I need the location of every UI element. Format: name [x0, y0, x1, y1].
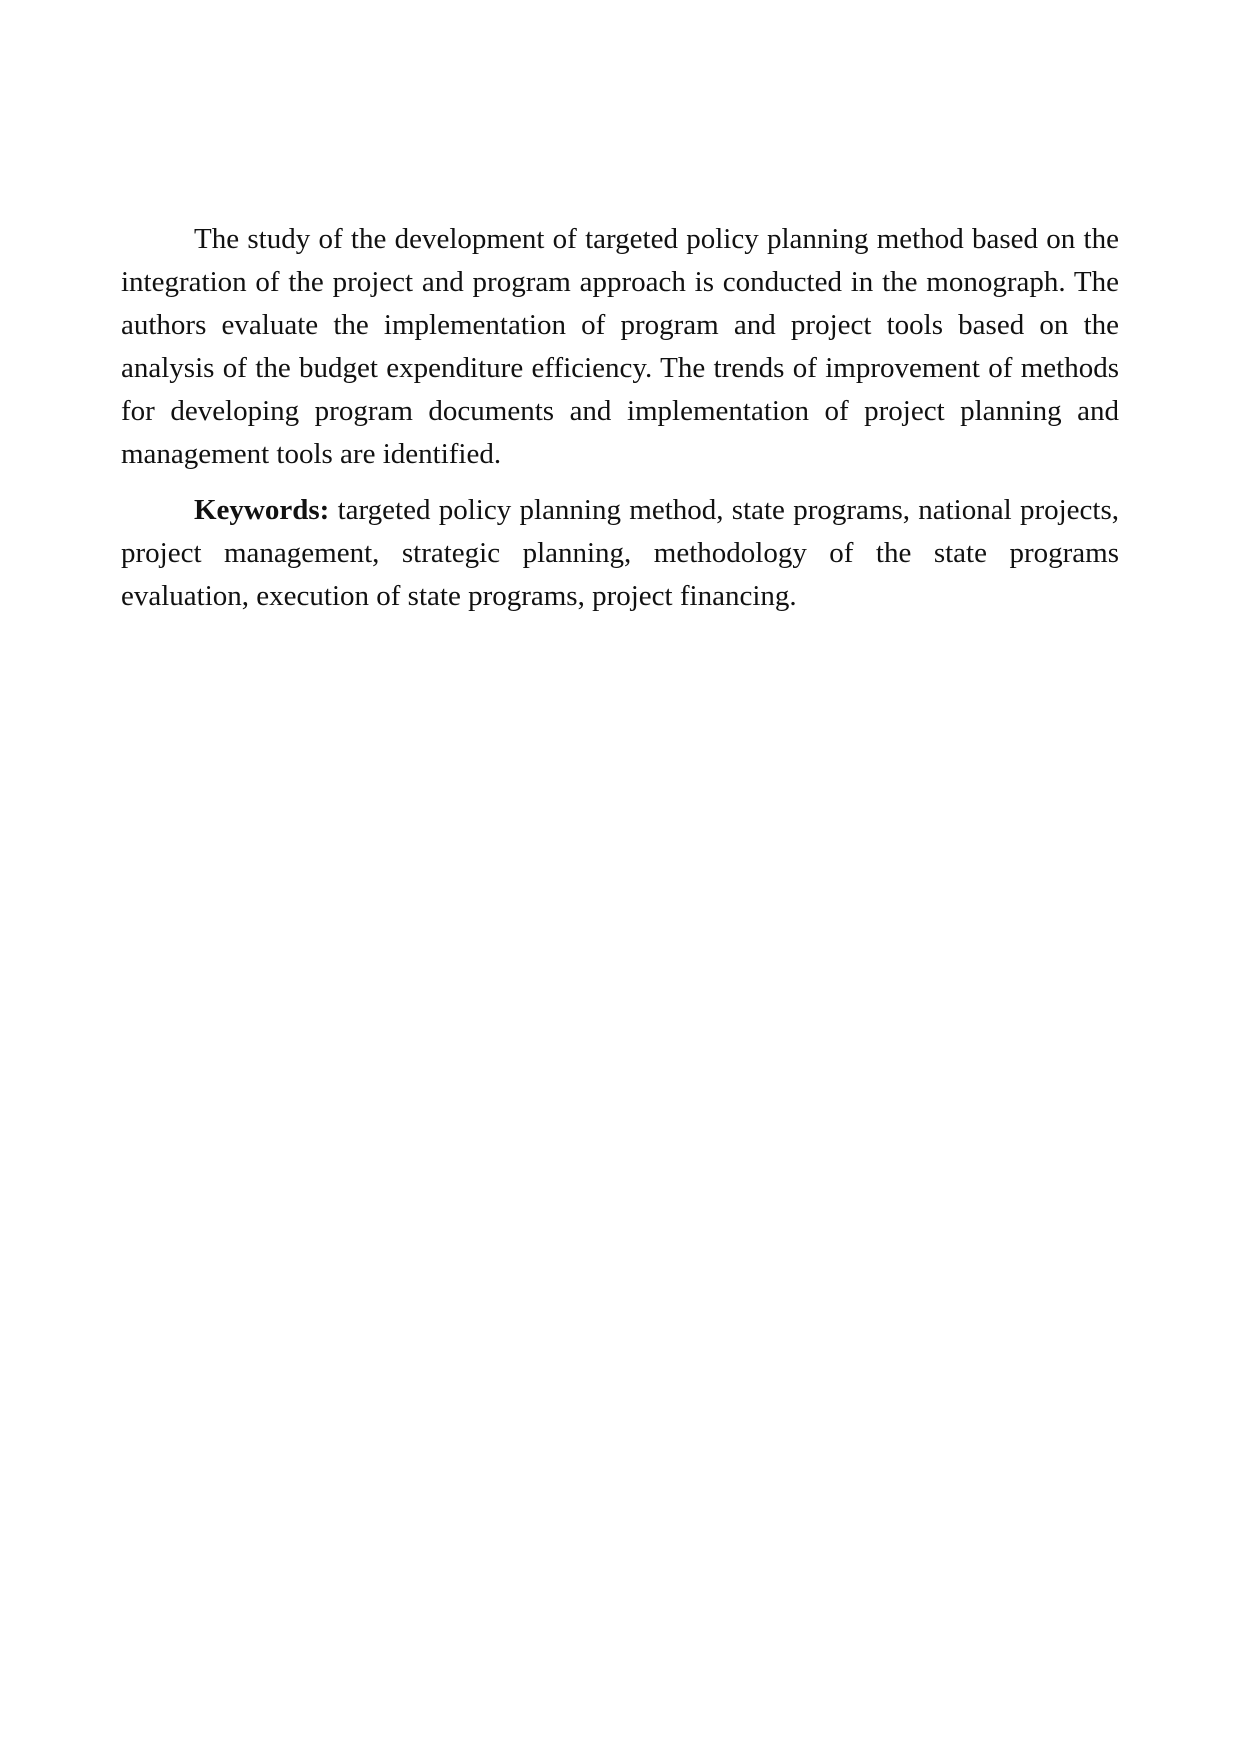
abstract-text: The study of the development of targeted policy planning method based on the integration of the project and program approach is conducted in the monograph. The authors evaluate the implementation of program and project tools based on the analysis of the budget expenditure efficiency. The trends of improvement of methods for developing program documents and implementation of project planning and management tools are identified. — [121, 223, 1119, 470]
keywords-text: targeted policy planning method, state programs, national projects, project management, strategic planning, methodology of the state programs evaluation, execution of state programs, project financing. — [121, 494, 1119, 612]
abstract-paragraph — [121, 218, 1119, 476]
document-page — [121, 218, 1119, 618]
keywords-label: Keywords: — [194, 494, 330, 526]
keywords-paragraph — [121, 489, 1119, 618]
